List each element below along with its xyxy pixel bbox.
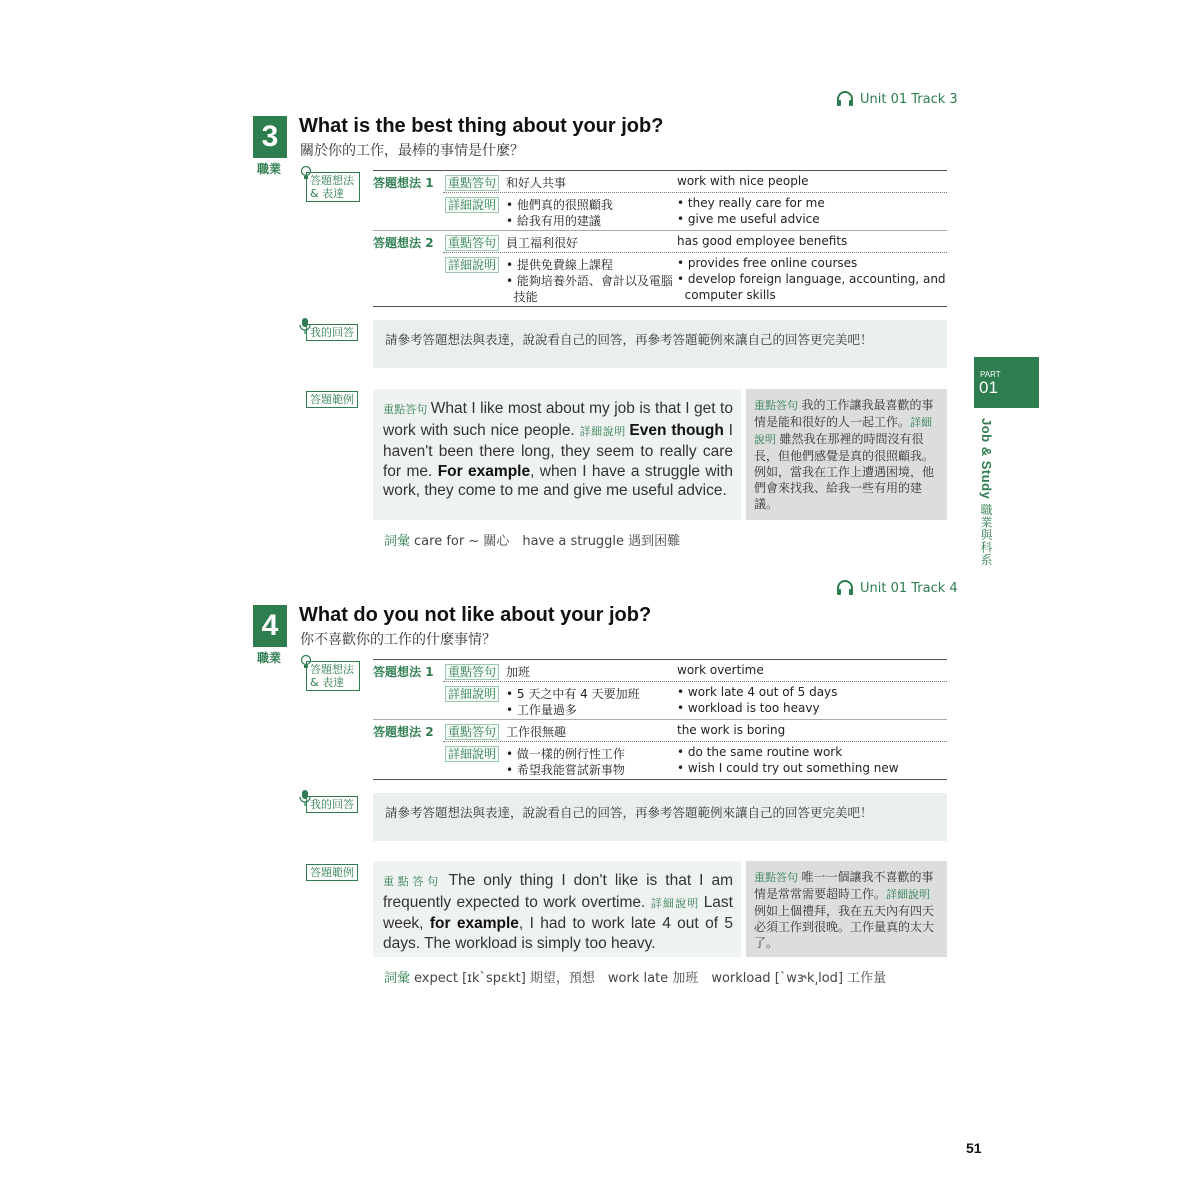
detail-tag: 詳細說明	[445, 686, 499, 702]
question-title: What is the best thing about your job?	[299, 115, 664, 137]
sample-label: 答題範例	[306, 391, 358, 408]
sample-tag: 重點答句	[754, 399, 802, 412]
question-category: 職業	[257, 651, 282, 665]
key-sentence-tag: 重點答句	[445, 235, 499, 251]
vocab-tag: 詞彙	[384, 534, 411, 549]
ideas-table	[373, 659, 947, 783]
idea-detail-zh: • 能夠培養外語、會計以及電腦	[506, 274, 673, 288]
lightbulb-icon	[300, 655, 312, 669]
sample-tag: 重點答句	[383, 876, 449, 888]
ideas-label-line1: 答題想法	[310, 174, 354, 187]
idea-label: 答題想法 2	[373, 236, 434, 250]
idea-key-zh: 工作很無趣	[506, 725, 567, 739]
idea-detail-zh: • 他們真的很照顧我	[506, 198, 613, 212]
ideas-label-line1: 答題想法	[310, 663, 354, 676]
sample-text: 例如上個禮拜，我在五天內有四天必須工作到很晚。工作量真的太大了。	[754, 904, 935, 950]
idea-key-zh: 和好人共事	[506, 176, 567, 190]
question-title: What do you not like about your job?	[299, 604, 652, 626]
ideas-label-line2: & 表達	[310, 187, 345, 200]
sample-tag: 重點答句	[383, 404, 431, 416]
idea-label: 答題想法 1	[373, 176, 434, 190]
part-tab	[974, 357, 1039, 408]
detail-tag: 詳細說明	[445, 197, 499, 213]
headphones-icon	[836, 91, 854, 107]
answer-prompt: 請參考答題想法與表達，說說看自己的回答，再參考答題範例來讓自己的回答更完美吧！	[385, 805, 873, 820]
my-answer-label	[299, 318, 358, 341]
idea-detail-en: • wish I could try out something new	[677, 761, 899, 775]
microphone-icon	[299, 790, 311, 806]
sample-answer-en	[373, 389, 741, 520]
part-vertical-title	[978, 418, 995, 566]
idea-detail-en: computer skills	[677, 288, 776, 302]
track-text: Unit 01 Track 3	[860, 91, 958, 107]
idea-key-en: the work is boring	[677, 723, 786, 737]
question-subtitle: 關於你的工作，最棒的事情是什麼？	[300, 143, 524, 159]
track-label-3	[836, 91, 958, 107]
ideas-label	[300, 166, 360, 202]
sample-answer-zh	[746, 389, 947, 520]
sample-bold-phrase: For example	[437, 462, 531, 480]
answer-prompt: 請參考答題想法與表達，說說看自己的回答，再參考答題範例來讓自己的回答更完美吧！	[385, 332, 873, 347]
part-title-en: Job & Study	[979, 418, 994, 500]
idea-detail-en: • do the same routine work	[677, 745, 843, 759]
microphone-icon	[299, 318, 311, 334]
idea-detail-en: • provides free online courses	[677, 256, 858, 270]
headphones-icon	[836, 580, 854, 596]
sample-text: The only thing I don't like is that I am frequently expected to work overtime.	[383, 872, 733, 911]
vocab-tag: 詞彙	[384, 971, 411, 986]
idea-key-en: work overtime	[677, 663, 764, 677]
detail-tag: 詳細說明	[445, 746, 499, 762]
ideas-table	[373, 170, 947, 310]
sample-text: I haven't been there long, they seem to really care for me.	[383, 421, 733, 480]
sample-bold-phrase: Even though	[629, 421, 724, 439]
sample-tag: 詳細說明	[579, 425, 630, 438]
idea-detail-en: • work late 4 out of 5 days	[677, 685, 838, 699]
idea-key-zh: 員工福利很好	[506, 236, 579, 250]
ideas-label-line2: & 表達	[310, 676, 345, 689]
key-sentence-tag: 重點答句	[445, 175, 499, 191]
question-number: 4	[253, 605, 287, 647]
sample-tag: 重點答句	[754, 871, 802, 884]
ideas-label	[300, 655, 360, 691]
page-number: 51	[966, 1140, 982, 1156]
sample-answer-en	[373, 861, 741, 957]
key-sentence-tag: 重點答句	[445, 724, 499, 740]
idea-detail-zh: • 做一樣的例行性工作	[506, 747, 625, 761]
my-answer-text: 我的回答	[306, 324, 358, 341]
sample-label: 答題範例	[306, 864, 358, 881]
sample-tag: 詳細說明	[650, 897, 704, 910]
answer-prompt-box	[373, 320, 947, 368]
question-subtitle: 你不喜歡你的工作的什麼事情？	[300, 632, 496, 648]
idea-detail-en: • give me useful advice	[677, 212, 820, 226]
my-answer-label	[299, 790, 358, 813]
sample-tag: 詳細說明	[754, 416, 933, 446]
vocab-text: expect [ɪk`spɛkt] 期望，預想 work late 加班 workload [`wɝk͵lod] 工作量	[414, 971, 887, 986]
part-label: PART	[980, 370, 1001, 379]
idea-detail-zh: • 提供免費線上課程	[506, 258, 613, 272]
idea-detail-zh: • 希望我能嘗試新事物	[506, 763, 625, 777]
part-title-zh: 職業與科系	[979, 503, 993, 566]
vocabulary-line	[384, 530, 680, 549]
question-category: 職業	[257, 162, 282, 176]
sample-text: 雖然我在那裡的時間沒有很長，但他們感覺是真的很照顧我。例如，當我在工作上遭遇困境，他們會來找我、給我一些有用的建議。	[754, 432, 935, 511]
idea-detail-en: • they really care for me	[677, 196, 825, 210]
sample-text: Last week,	[383, 893, 733, 932]
idea-detail-en: • develop foreign language, accounting, and	[677, 272, 946, 286]
sample-answer-zh	[746, 861, 947, 957]
answer-prompt-box	[373, 793, 947, 841]
vocabulary-line	[384, 967, 886, 986]
detail-tag: 詳細說明	[445, 257, 499, 273]
lightbulb-icon	[300, 166, 312, 180]
my-answer-text: 我的回答	[306, 796, 358, 813]
track-label-4	[836, 580, 958, 596]
vocab-text: care for ~ 關心 have a struggle 遇到困難	[414, 534, 681, 549]
idea-label: 答題想法 2	[373, 725, 434, 739]
sample-tag: 詳細說明	[886, 888, 931, 901]
idea-key-zh: 加班	[506, 665, 531, 679]
sample-text: What I like most about my job is that I get to work with such nice people.	[383, 400, 733, 439]
idea-key-en: work with nice people	[677, 174, 809, 188]
idea-detail-zh: 技能	[506, 290, 538, 304]
sample-bold-phrase: for example	[429, 915, 519, 932]
sample-text: 我的工作讓我最喜歡的事情是能和很好的人一起工作。	[754, 398, 934, 429]
idea-detail-zh: • 工作量過多	[506, 703, 577, 717]
idea-detail-zh: • 5 天之中有 4 天要加班	[506, 687, 640, 701]
idea-label: 答題想法 1	[373, 665, 434, 679]
sample-text: , I had to work late 4 out of 5 days. The workload is simply too heavy.	[383, 915, 733, 952]
idea-key-en: has good employee benefits	[677, 234, 848, 248]
question-number: 3	[253, 116, 287, 158]
idea-detail-zh: • 給我有用的建議	[506, 214, 601, 228]
idea-detail-en: • workload is too heavy	[677, 701, 820, 715]
track-text: Unit 01 Track 4	[860, 580, 958, 596]
sample-text: 唯一一個讓我不喜歡的事情是常常需要超時工作。	[754, 870, 934, 901]
key-sentence-tag: 重點答句	[445, 664, 499, 680]
sample-text: , when I have a struggle with work, they come to me and give me useful advice.	[383, 462, 733, 499]
part-number: 01	[979, 378, 998, 397]
